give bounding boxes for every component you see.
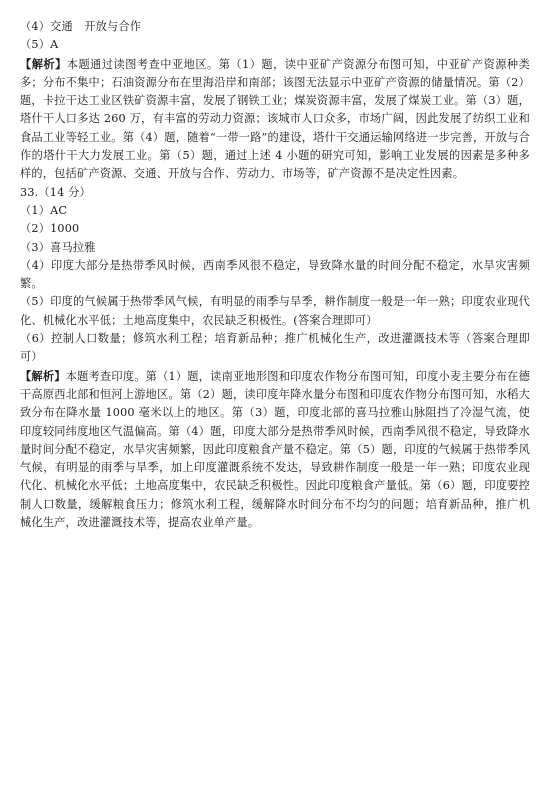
q32-answer-4: （4）交通 开放与合作 (20, 20, 142, 33)
q33-answer-5: （5）印度的气候属于热带季风气候，有明显的雨季与旱季，耕作制度一般是一年一熟；印度农业现代化、机械化水平低；土地高度集中，农民缺乏积极性。(答案合理即可） (20, 295, 530, 327)
q33-answer-3: （3）喜马拉雅 (20, 240, 96, 254)
analysis-tag: 【解析】 (20, 56, 67, 71)
q33-answer-2: （2）1000 (20, 222, 80, 236)
document-page (20, 18, 530, 532)
q33-header: 33.（14 分） (20, 185, 91, 199)
q32-analysis (20, 55, 530, 184)
q33-answer-4: （4）印度大部分是热带季风时候，西南季风很不稳定，导致降水量的时间分配不稳定，水旱灾害频繁。 (20, 258, 530, 291)
q33-answer-1: （1）AC (20, 203, 68, 217)
q33-analysis-text: 本题考查印度。第（1）题，读南亚地形图和印度农作物分布图可知，印度小麦主要分布在德干高原西北部和恒河上游地区。第（2）题，读印度年降水量分布图和印度农作物分布图可知，水稻大致分布在降水量 1000 毫米以上的地区。第（3）题，印度北部的喜马拉雅山脉阻挡了冷湿气流，使印度较同纬度地区气温偏高。第（4）题，印度大部分是热带季风时候，西南季风很不稳定，导致降水量时间分配不稳定，水旱灾害频繁，因此印度粮食产量不稳定。第（5）题，印度的气候属于热带季风气候，有明显的雨季与旱季，加上印度灌溉系统不发达，导致耕作制度一般是一年一熟；印度农业现代化、机械化水平低；土地高度集中，农民缺乏积极性。因此印度粮食产量低。第（6）题，印度要控制人口数量，缓解粮食压力；修筑水利工程，缓解降水时间分布不均匀的问题；培育新品种，推广机械化生产，改进灌溉技术等，提高农业单产量。 (20, 369, 530, 530)
q32-analysis-text: 本题通过读图考查中亚地区。第（1）题，读中亚矿产资源分布图可知，中亚矿产资源种类多；分布不集中；石油资源分布在里海沿岸和南部；该图无法显示中亚矿产资源的储量情况。第（2）题，卡拉干达工业区铁矿资源丰富，发展了钢铁工业；煤炭资源丰富，发展了煤炭工业。第（3）题，塔什干人口多达 260 万，有丰富的劳动力资源；该城市人口众多，市场广阔，因此发展了纺织工业和食品工业等轻工业。第（4）题，随着“一带一路”的建设，塔什干交通运输网络进一步完善，开放与合作的塔什干大力发展工业。第（5）题，通过上述 4 小题的研究可知，影响工业发展的因素是多种多样的，包括矿产资源、交通、开放与合作、劳动力、市场等，矿产资源不是决定性因素。 (20, 57, 530, 181)
q33-analysis (20, 367, 530, 533)
analysis-tag: 【解析】 (20, 368, 66, 383)
q32-answer-5: （5）A (20, 38, 59, 52)
q33-answer-6: （6）控制人口数量；修筑水利工程；培育新品种；推广机械化生产，改进灌溉技术等（答案合理即可） (20, 332, 530, 364)
